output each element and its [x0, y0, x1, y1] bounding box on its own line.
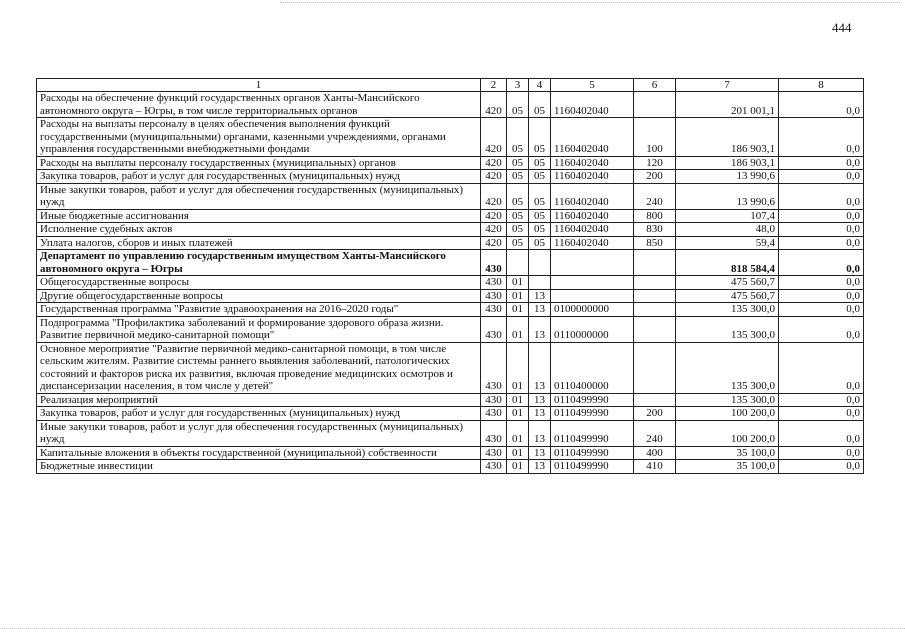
- cell-amount-2: 0,0: [779, 303, 864, 317]
- cell-name: Основное мероприятие "Развитие первичной медико-санитарной помощи, в том числе сельским жителям. Развитие системы раннего выявления заболеваний, патологических состояний и факторов риска их развития, включая проведение медицинских осмотров и диспансеризации населения, в том числе у детей": [37, 342, 481, 393]
- cell-subsection: 13: [529, 460, 551, 474]
- cell-subsection: 05: [529, 236, 551, 250]
- cell-name: Исполнение судебных актов: [37, 223, 481, 237]
- cell-target-article: 1160402040: [551, 170, 634, 184]
- cell-target-article: 0110499990: [551, 393, 634, 407]
- cell-expense-type: 120: [634, 156, 676, 170]
- cell-expense-type: 800: [634, 209, 676, 223]
- table-row: [37, 92, 864, 118]
- table-row: [37, 236, 864, 250]
- cell-amount: 135 300,0: [676, 342, 779, 393]
- table-body: [37, 92, 864, 474]
- cell-name: Закупка товаров, работ и услуг для государственных (муниципальных) нужд: [37, 407, 481, 421]
- cell-expense-type: 100: [634, 118, 676, 157]
- column-header-4: 4: [529, 79, 551, 92]
- cell-section: 01: [507, 342, 529, 393]
- cell-name: Другие общегосударственные вопросы: [37, 289, 481, 303]
- cell-amount: 13 990,6: [676, 183, 779, 209]
- cell-department-code: 420: [481, 92, 507, 118]
- cell-section: 01: [507, 393, 529, 407]
- column-header-3: 3: [507, 79, 529, 92]
- cell-expense-type: [634, 250, 676, 276]
- column-header-6: 6: [634, 79, 676, 92]
- cell-expense-type: 850: [634, 236, 676, 250]
- table-row: [37, 393, 864, 407]
- cell-target-article: 1160402040: [551, 156, 634, 170]
- column-header-1: 1: [37, 79, 481, 92]
- cell-subsection: 05: [529, 223, 551, 237]
- cell-subsection: 05: [529, 118, 551, 157]
- cell-expense-type: [634, 303, 676, 317]
- cell-section: 01: [507, 289, 529, 303]
- cell-target-article: 0100000000: [551, 303, 634, 317]
- cell-section: 05: [507, 118, 529, 157]
- cell-department-code: 430: [481, 303, 507, 317]
- table-row: [37, 118, 864, 157]
- cell-section: 01: [507, 420, 529, 446]
- cell-target-article: 0110499990: [551, 420, 634, 446]
- cell-target-article: 0110499990: [551, 446, 634, 460]
- table-row: [37, 276, 864, 290]
- cell-amount: 135 300,0: [676, 393, 779, 407]
- cell-name: Департамент по управлению государственным имуществом Ханты-Мансийского автономного округа – Югры: [37, 250, 481, 276]
- cell-subsection: 13: [529, 446, 551, 460]
- cell-section: 05: [507, 209, 529, 223]
- cell-department-code: 430: [481, 289, 507, 303]
- cell-amount: 475 560,7: [676, 276, 779, 290]
- cell-name: Капитальные вложения в объекты государственной (муниципальной) собственности: [37, 446, 481, 460]
- cell-subsection: 05: [529, 170, 551, 184]
- cell-amount-2: 0,0: [779, 407, 864, 421]
- cell-amount-2: 0,0: [779, 276, 864, 290]
- cell-amount: 201 001,1: [676, 92, 779, 118]
- cell-expense-type: 240: [634, 183, 676, 209]
- cell-amount: 186 903,1: [676, 156, 779, 170]
- table-row: [37, 407, 864, 421]
- cell-department-code: 420: [481, 236, 507, 250]
- cell-subsection: 05: [529, 92, 551, 118]
- cell-name: Государственная программа "Развитие здравоохранения на 2016–2020 годы": [37, 303, 481, 317]
- budget-table: [36, 78, 864, 474]
- cell-section: 05: [507, 236, 529, 250]
- cell-amount-2: 0,0: [779, 342, 864, 393]
- cell-name: Закупка товаров, работ и услуг для государственных (муниципальных) нужд: [37, 170, 481, 184]
- cell-section: 05: [507, 92, 529, 118]
- table-row: [37, 209, 864, 223]
- cell-section: 01: [507, 407, 529, 421]
- cell-target-article: 0110499990: [551, 407, 634, 421]
- cell-target-article: [551, 250, 634, 276]
- cell-expense-type: 200: [634, 170, 676, 184]
- cell-amount-2: 0,0: [779, 223, 864, 237]
- column-header-5: 5: [551, 79, 634, 92]
- cell-name: Уплата налогов, сборов и иных платежей: [37, 236, 481, 250]
- column-header-2: 2: [481, 79, 507, 92]
- cell-department-code: 430: [481, 446, 507, 460]
- scan-artifact-bottom: [0, 628, 905, 631]
- cell-target-article: 1160402040: [551, 183, 634, 209]
- cell-section: 01: [507, 276, 529, 290]
- cell-amount-2: 0,0: [779, 209, 864, 223]
- cell-expense-type: 240: [634, 420, 676, 446]
- cell-amount-2: 0,0: [779, 393, 864, 407]
- cell-subsection: 13: [529, 420, 551, 446]
- cell-amount: 13 990,6: [676, 170, 779, 184]
- cell-amount-2: 0,0: [779, 92, 864, 118]
- cell-amount: 135 300,0: [676, 316, 779, 342]
- cell-expense-type: 410: [634, 460, 676, 474]
- cell-department-code: 420: [481, 209, 507, 223]
- cell-target-article: 1160402040: [551, 236, 634, 250]
- cell-name: Иные закупки товаров, работ и услуг для обеспечения государственных (муниципальных) нужд: [37, 183, 481, 209]
- cell-section: 01: [507, 446, 529, 460]
- cell-subsection: [529, 276, 551, 290]
- cell-target-article: [551, 276, 634, 290]
- cell-amount-2: 0,0: [779, 316, 864, 342]
- cell-section: 05: [507, 183, 529, 209]
- cell-name: Бюджетные инвестиции: [37, 460, 481, 474]
- cell-amount: 35 100,0: [676, 460, 779, 474]
- cell-expense-type: [634, 276, 676, 290]
- cell-amount: 35 100,0: [676, 446, 779, 460]
- cell-name: Расходы на выплаты персоналу в целях обеспечения выполнения функций государственными (муниципальными) органами, казенными учреждениями, органами управления государственными внебюджетными фондами: [37, 118, 481, 157]
- cell-amount: 135 300,0: [676, 303, 779, 317]
- cell-amount: 100 200,0: [676, 420, 779, 446]
- cell-amount-2: 0,0: [779, 289, 864, 303]
- table-row: [37, 183, 864, 209]
- cell-department-code: 420: [481, 156, 507, 170]
- cell-expense-type: [634, 316, 676, 342]
- cell-name: Расходы на выплаты персоналу государственных (муниципальных) органов: [37, 156, 481, 170]
- cell-subsection: 13: [529, 342, 551, 393]
- cell-department-code: 430: [481, 316, 507, 342]
- table-row: [37, 316, 864, 342]
- cell-department-code: 430: [481, 250, 507, 276]
- cell-expense-type: [634, 289, 676, 303]
- table-header-row: [37, 79, 864, 92]
- cell-amount-2: 0,0: [779, 460, 864, 474]
- table-row: [37, 170, 864, 184]
- cell-amount-2: 0,0: [779, 156, 864, 170]
- cell-section: [507, 250, 529, 276]
- cell-name: Иные бюджетные ассигнования: [37, 209, 481, 223]
- cell-amount: 59,4: [676, 236, 779, 250]
- cell-expense-type: [634, 342, 676, 393]
- cell-target-article: 0110400000: [551, 342, 634, 393]
- cell-section: 05: [507, 223, 529, 237]
- cell-target-article: 0110499990: [551, 460, 634, 474]
- cell-department-code: 430: [481, 393, 507, 407]
- cell-subsection: 05: [529, 209, 551, 223]
- cell-section: 05: [507, 156, 529, 170]
- cell-amount: 48,0: [676, 223, 779, 237]
- cell-expense-type: 200: [634, 407, 676, 421]
- page-number: 444: [832, 20, 852, 35]
- cell-name: Общегосударственные вопросы: [37, 276, 481, 290]
- cell-amount: 100 200,0: [676, 407, 779, 421]
- cell-target-article: 1160402040: [551, 92, 634, 118]
- column-header-7: 7: [676, 79, 779, 92]
- cell-name: Иные закупки товаров, работ и услуг для обеспечения государственных (муниципальных) нужд: [37, 420, 481, 446]
- cell-department-code: 430: [481, 407, 507, 421]
- cell-amount-2: 0,0: [779, 446, 864, 460]
- cell-department-code: 430: [481, 342, 507, 393]
- cell-department-code: 420: [481, 118, 507, 157]
- cell-amount: 107,4: [676, 209, 779, 223]
- cell-amount-2: 0,0: [779, 118, 864, 157]
- cell-name: Расходы на обеспечение функций государственных органов Ханты-Мансийского автономного округа – Югры, в том числе территориальных органов: [37, 92, 481, 118]
- cell-name: Подпрограмма "Профилактика заболеваний и формирование здорового образа жизни. Развитие первичной медико-санитарной помощи": [37, 316, 481, 342]
- table-row: [37, 342, 864, 393]
- cell-expense-type: [634, 393, 676, 407]
- cell-target-article: 1160402040: [551, 223, 634, 237]
- cell-amount-2: 0,0: [779, 420, 864, 446]
- cell-department-code: 430: [481, 460, 507, 474]
- cell-section: 01: [507, 460, 529, 474]
- cell-section: 01: [507, 303, 529, 317]
- cell-department-code: 430: [481, 420, 507, 446]
- cell-amount-2: 0,0: [779, 250, 864, 276]
- cell-amount-2: 0,0: [779, 170, 864, 184]
- cell-subsection: 13: [529, 316, 551, 342]
- table-row: [37, 446, 864, 460]
- cell-target-article: 0110000000: [551, 316, 634, 342]
- cell-expense-type: 400: [634, 446, 676, 460]
- column-header-8: 8: [779, 79, 864, 92]
- table-row: [37, 223, 864, 237]
- cell-subsection: 13: [529, 303, 551, 317]
- cell-name: Реализация мероприятий: [37, 393, 481, 407]
- cell-target-article: 1160402040: [551, 118, 634, 157]
- table-row: [37, 303, 864, 317]
- cell-amount-2: 0,0: [779, 236, 864, 250]
- table-row: [37, 156, 864, 170]
- cell-subsection: 13: [529, 393, 551, 407]
- cell-amount: 818 584,4: [676, 250, 779, 276]
- table-row: [37, 289, 864, 303]
- cell-section: 01: [507, 316, 529, 342]
- cell-expense-type: 830: [634, 223, 676, 237]
- cell-department-code: 420: [481, 183, 507, 209]
- cell-amount-2: 0,0: [779, 183, 864, 209]
- cell-subsection: 05: [529, 156, 551, 170]
- table-row: [37, 460, 864, 474]
- cell-subsection: [529, 250, 551, 276]
- cell-amount: 475 560,7: [676, 289, 779, 303]
- table-row: [37, 420, 864, 446]
- cell-subsection: 05: [529, 183, 551, 209]
- cell-amount: 186 903,1: [676, 118, 779, 157]
- cell-expense-type: [634, 92, 676, 118]
- cell-target-article: 1160402040: [551, 209, 634, 223]
- cell-subsection: 13: [529, 289, 551, 303]
- table-row: [37, 250, 864, 276]
- cell-department-code: 420: [481, 170, 507, 184]
- cell-section: 05: [507, 170, 529, 184]
- cell-subsection: 13: [529, 407, 551, 421]
- cell-department-code: 430: [481, 276, 507, 290]
- scan-artifact-top: [280, 2, 900, 5]
- cell-department-code: 420: [481, 223, 507, 237]
- cell-target-article: [551, 289, 634, 303]
